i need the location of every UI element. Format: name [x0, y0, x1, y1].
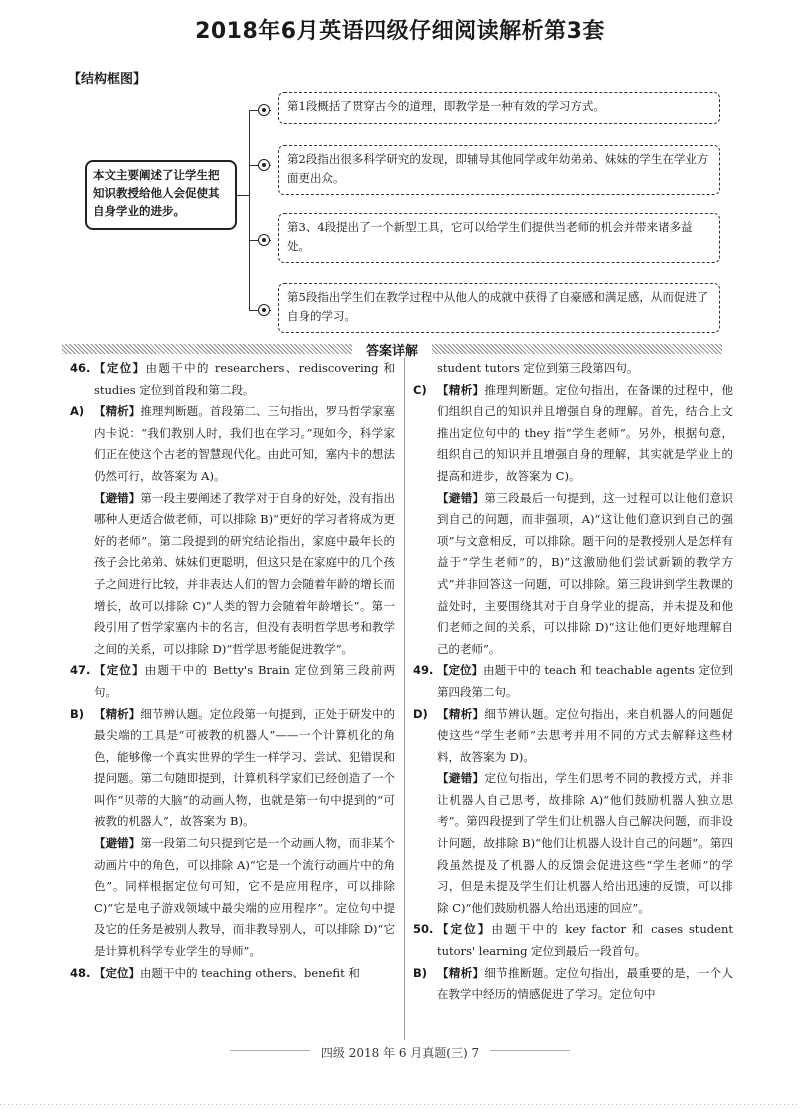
entry-text: 推理判断题。首段第二、三句指出，罗马哲学家塞内卡说：“我们教别人时，我们也在学习。”现如今，科学家们正在使这个古老的智慧现代化。由此可知，塞内卡的想法仍然可行，故答案为 A)。	[94, 404, 396, 483]
entry-text: 由题干中的 key factor 和 cases student tutors' learning 定位到最后一段首句。	[437, 922, 733, 959]
entry-lead: B)	[413, 965, 428, 980]
entry-text: student tutors 定位到第三段第四句。	[437, 361, 639, 375]
entry-tag: 【精析】	[437, 965, 485, 980]
answer-entry	[413, 358, 733, 380]
branch-box-3: 第3、4段提出了一个新型工具，它可以给学生们提供当老师的机会并带来诸多益处。	[278, 213, 720, 263]
entry-tag: 【避错】	[94, 490, 141, 505]
branch-box-2: 第2段指出很多科学研究的发现，即辅导其他同学或年幼弟弟、妹妹的学生在学业方面更出众。	[278, 145, 720, 195]
entry-text: 细节辨认题。定位段第一句提到，正处于研发中的最尖端的工具是“可被教的机器人”——一个计算机化的角色，能够像一个真实世界的学生一样学习、尝试、犯错误和提问题。第二句随即提到，计算机科学家们已经创造了一个叫作“贝蒂的大脑”的动画人物，也就是第一句中提到的“可被教的机器人”，故答案为 B)。	[94, 706, 396, 829]
bottom-dots	[0, 1104, 800, 1105]
connector-main	[237, 195, 249, 196]
entry-tag: 【定位】	[94, 361, 146, 375]
entry-lead: 47.	[70, 663, 91, 678]
entry-tag: 【精析】	[94, 706, 141, 721]
answer-entry	[70, 833, 395, 963]
entry-text: 第一段第二句只提到它是一个动画人物，而非某个动画片中的角色，可以排除 A)“它是一个流行动画片中的角色”。同样根据定位句可知，它不是应用程序，可以排除 C)“它是电子游戏领域中最尖端的应用程序”。定位句中提及它的任务是被别人教导，而非教导别人，可以排除 D)“它是计算机科学专业学生的导师”。	[94, 836, 396, 959]
answers-divider	[62, 340, 722, 358]
entry-tag: 【精析】	[94, 404, 141, 419]
entry-lead: C)	[413, 382, 427, 397]
answers-heading: 答案详解	[358, 344, 426, 359]
entry-lead: 46.	[70, 361, 91, 375]
entry-text: 由题干中的 teach 和 teachable agents 定位到第四段第二句。	[437, 663, 733, 699]
entry-tag: 【避错】	[437, 490, 485, 505]
left-column	[70, 358, 395, 984]
connector-trunk	[249, 110, 250, 310]
structure-label: 【结构框图】	[68, 72, 147, 87]
entry-text: 细节辨认题。定位句指出，来自机器人的问题促使这些“学生老师”去思考并用不同的方式去解释这些材料，故答案为 D)。	[437, 706, 734, 764]
entry-text: 第三段最后一句提到，这一过程可以让他们意识到自己的问题，而非强项，A)“这让他们意识到自己的强项”与文意相反，可以排除。题干问的是教授别人是怎样有益于“学生老师”的，B)“这激励他们尝试新颖的教学方式”并非回答这一问题，可以排除。第三段讲到学生教课的益处时，主要围绕其对于自身学业的提高，并未提及和他们老师之间的关系，可以排除 D)“这让他们更好地理解自己的老师”。	[437, 490, 734, 656]
node-icon-4	[258, 304, 270, 316]
answer-entry	[413, 963, 733, 1006]
summary-box: 本文主要阐述了让学生把知识教授给他人会促使其自身学业的进步。	[85, 160, 237, 230]
entry-lead: D)	[413, 706, 428, 721]
right-column	[413, 358, 733, 1006]
entry-lead: 48.	[70, 965, 91, 980]
answer-entry	[413, 380, 733, 488]
entry-tag: 【定位】	[437, 663, 484, 678]
answer-entry	[413, 919, 733, 962]
answer-entry	[70, 660, 395, 703]
entry-text: 推理判断题。定位句指出，在备课的过程中，他们组织自己的知识并且增强自身的理解。首先，结合上文推出定位句中的 they 指“学生老师”。另外，根据句意，组织自己的知识并且增强自身的理解，其实就是学业上的提高和进步，故答案为 C)。	[437, 382, 734, 483]
answer-entry	[70, 488, 395, 661]
page-footer: 四级 2018 年 6 月真题(三) 7	[320, 1046, 480, 1060]
answer-entry	[413, 704, 733, 769]
entry-text: 第一段主要阐述了教学对于自身的好处，没有指出哪种人更适合做老师，可以排除 B)“更好的学习者将成为更好的老师”。第二段提到的研究结论指出，家庭中最年长的孩子会比弟弟、妹妹们更聪明，但这只是在家庭中的几个孩子之间进行比较，并非表达人们的智力会随着年龄的增长而增长，故可以排除 C)“人类的智力会随着年龄增长”。第一段引用了哲学家塞内卡的名言，但没有表明哲学思考和教学之间的关系，可以排除 D)“哲学思考能促进教学”。	[94, 490, 396, 656]
page-title: 2018年6月英语四级仔细阅读解析第3套	[195, 19, 605, 44]
entry-tag: 【定位】	[437, 922, 492, 937]
answer-entry	[413, 488, 733, 661]
answer-entry	[70, 963, 395, 985]
branch-box-1: 第1段概括了贯穿古今的道理，即教学是一种有效的学习方式。	[278, 92, 720, 124]
entry-lead: B)	[70, 706, 85, 721]
entry-tag: 【避错】	[437, 771, 485, 786]
entry-lead: 49.	[413, 663, 434, 678]
answer-entry	[70, 401, 395, 487]
entry-text: 由题干中的 researchers、rediscovering 和 studies 定位到首段和第二段。	[94, 361, 395, 397]
column-separator	[404, 358, 405, 1040]
entry-lead: 50.	[413, 922, 434, 937]
node-icon-2	[258, 159, 270, 171]
answer-entry	[70, 358, 395, 401]
node-icon-1	[258, 104, 270, 116]
answer-entry	[413, 768, 733, 919]
entry-text: 由题干中的 teaching others、benefit 和	[140, 965, 360, 980]
entry-text: 细节推断题。定位句指出，最重要的是，一个人在教学中经历的情感促进了学习。定位句中	[437, 965, 734, 1002]
branch-box-4: 第5段指出学生们在教学过程中从他人的成就中获得了自豪感和满足感，从而促进了自身的学习。	[278, 283, 720, 333]
entry-tag: 【定位】	[94, 663, 145, 678]
entry-text: 定位句指出，学生们思考不同的教授方式，并非让机器人自己思考，故排除 A)“他们鼓励机器人独立思考”。第四段提到了学生们让机器人自己解决问题，而非设计问题，故排除 B)“他们让机器人设计自己的问题”。第四段虽然提及了机器人的反馈会促进这些“学生老师”的学习，但是未提及学生们让机器人给出迅速的反馈，可以排除 C)“他们鼓励机器人给出迅速的回应”。	[437, 771, 734, 915]
entry-tag: 【精析】	[437, 706, 485, 721]
entry-tag: 【避错】	[94, 836, 141, 851]
entry-tag: 【定位】	[94, 965, 140, 980]
entry-text: 由题干中的 Betty's Brain 定位到第三段前两句。	[94, 663, 396, 699]
node-icon-3	[258, 234, 270, 246]
answer-entry	[413, 660, 733, 703]
entry-lead: A)	[70, 404, 85, 419]
answer-entry	[70, 704, 395, 834]
entry-tag: 【精析】	[437, 382, 485, 397]
